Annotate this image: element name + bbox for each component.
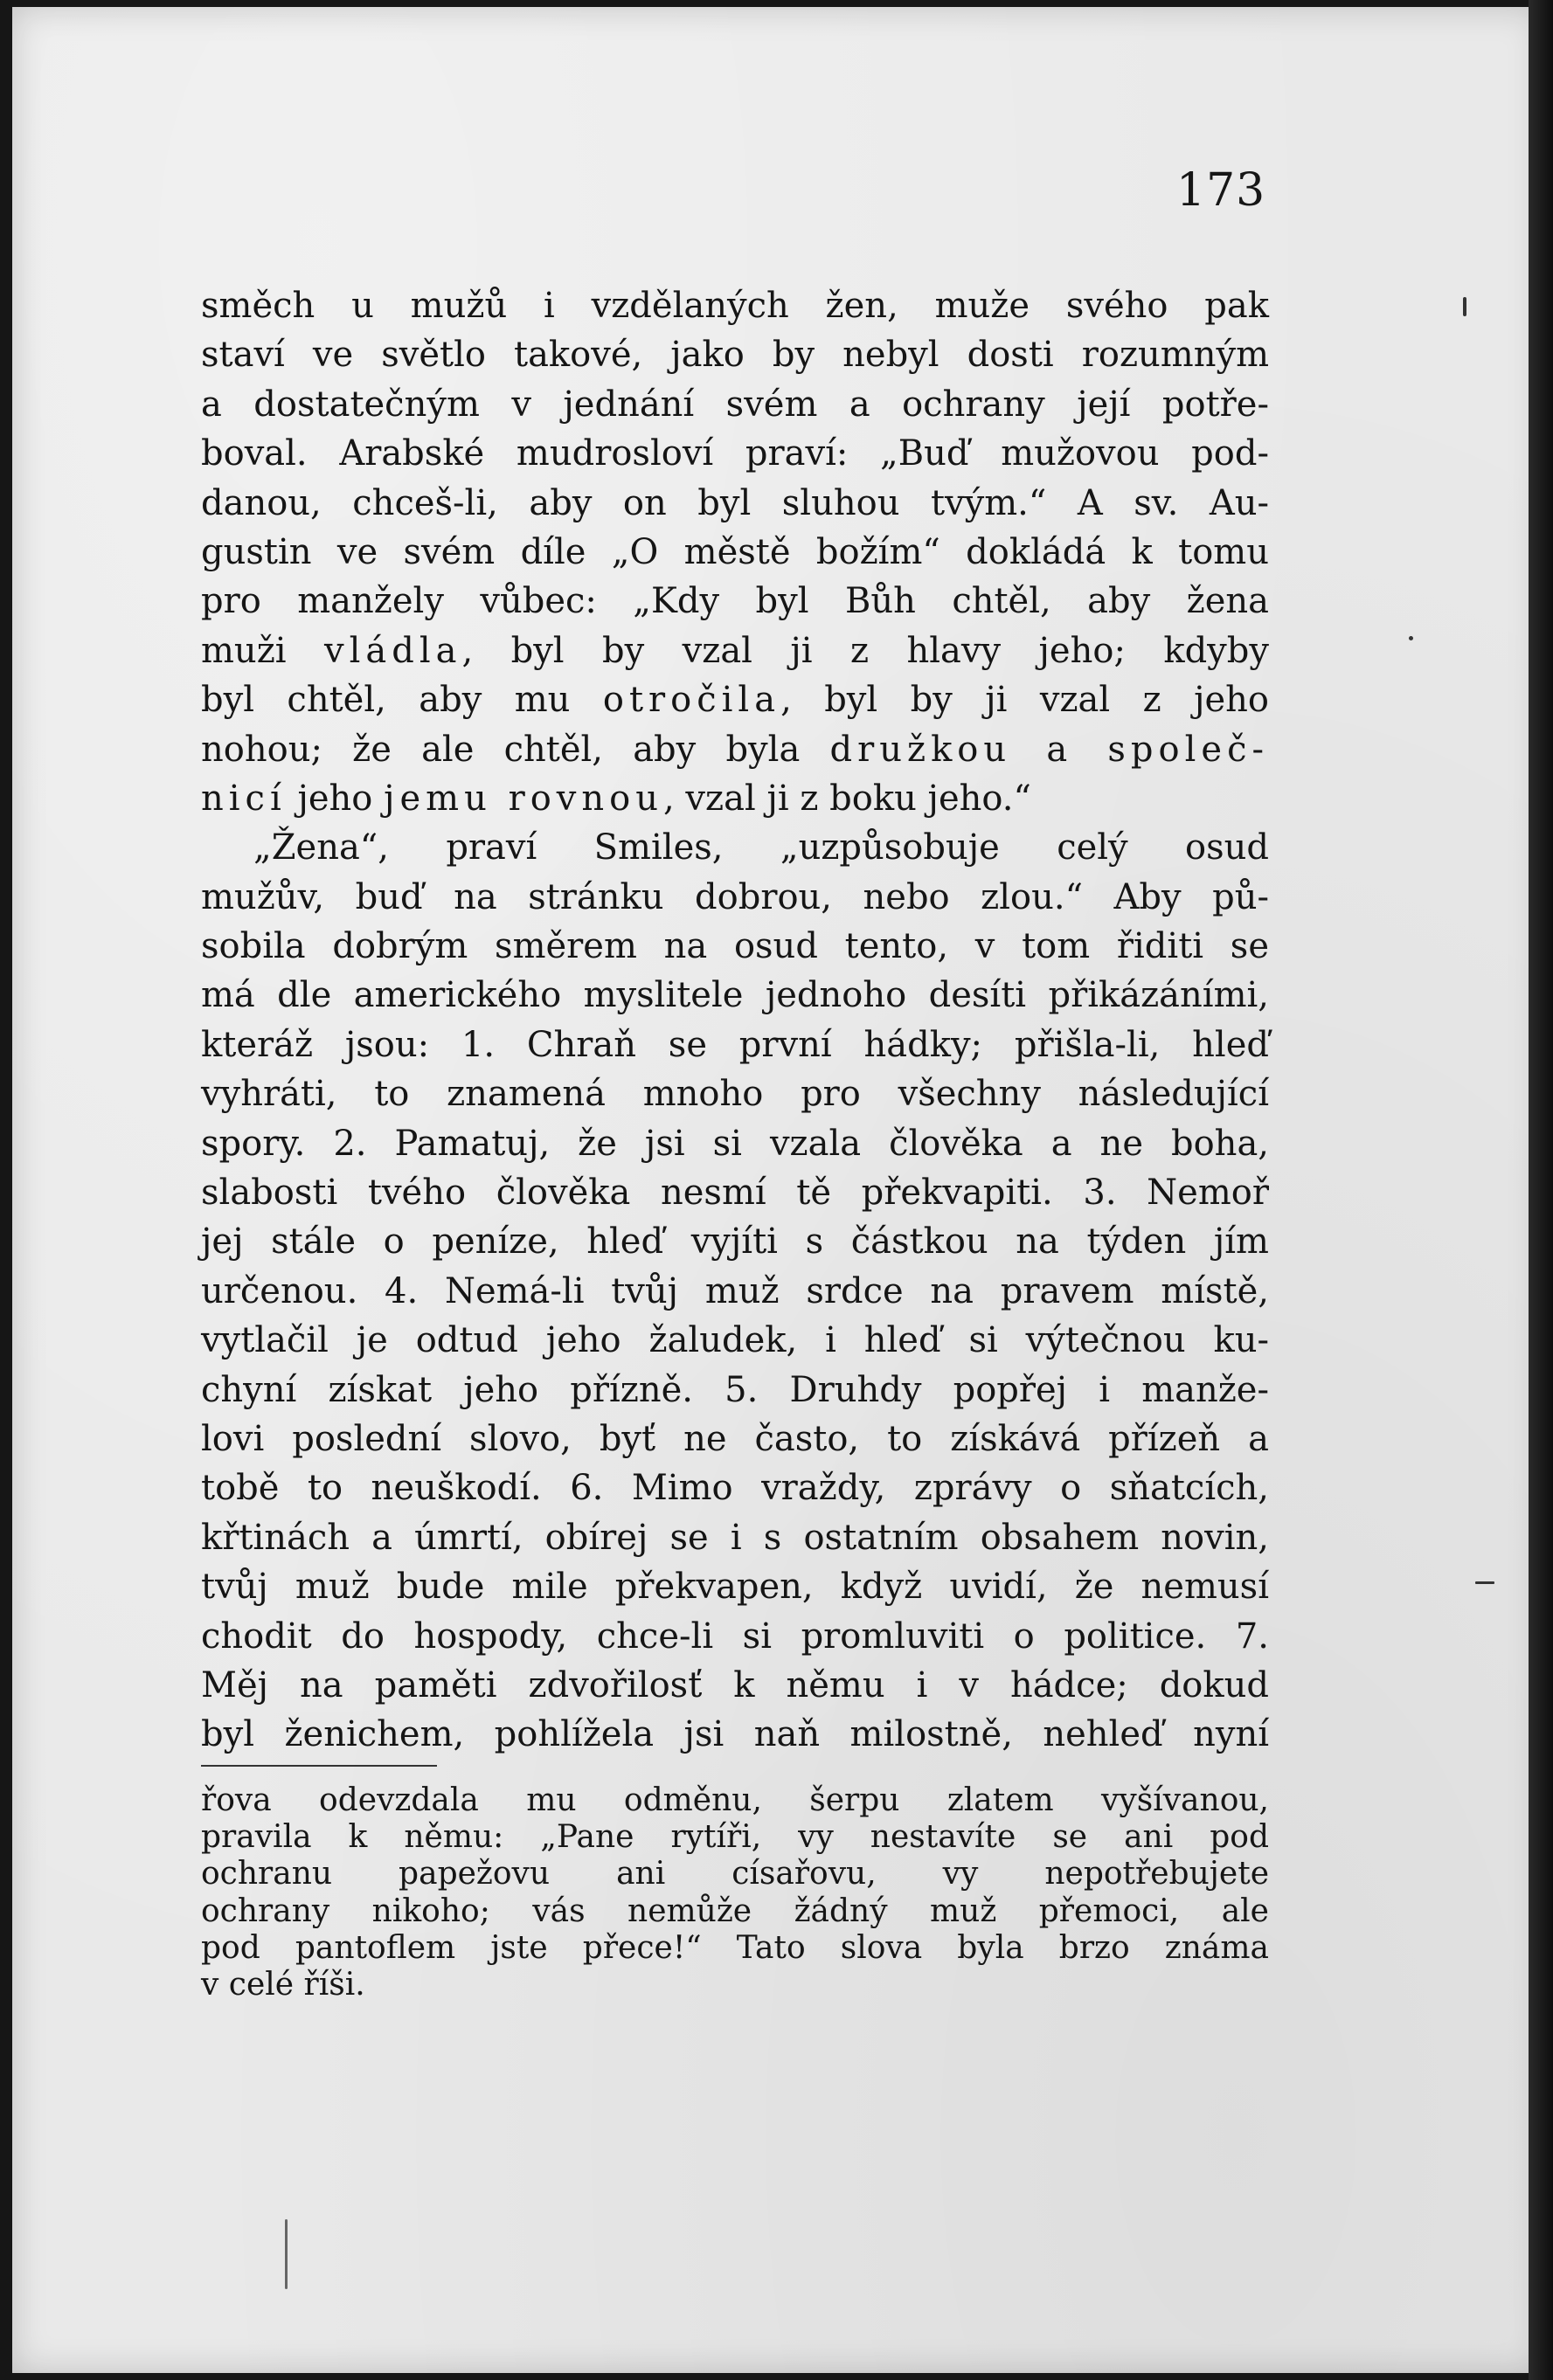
text-line: byl ženichem, pohlížela jsi naň milostně, nehleď nyní: [201, 1714, 1269, 1755]
text-line: Měj na paměti zdvořilosť k němu i v hádce; dokud: [201, 1664, 1269, 1705]
text-line: danou, chceš-li, aby on byl sluhou tvým.“ A sv. Au-: [201, 482, 1269, 523]
text-line: mužův, buď na stránku dobrou, nebo zlou.“ Aby pů-: [201, 876, 1269, 917]
footnote-line: ochranu papežovu ani císařovu, vy nepotřebujete: [201, 1856, 1269, 1892]
spaced-emphasis: otročila: [602, 680, 781, 721]
text-line: jej stále o peníze, hleď vyjíti s částkou na týden jím: [201, 1221, 1269, 1263]
text-line: tvůj muž bude mile překvapen, když uvidí, že nemusí: [201, 1567, 1269, 1608]
spaced-emphasis: družkou a společ-: [829, 729, 1269, 770]
text-line: [201, 774, 1269, 823]
text-line: tobě to neuškodí. 6. Mimo vraždy, zprávy o sňatcích,: [201, 1468, 1269, 1509]
spaced-emphasis: jemu rovnou: [384, 778, 663, 819]
body-text: [201, 281, 1269, 1760]
footnote-line: pravila k němu: „Pane rytíři, vy nestavíte se ani pod: [201, 1819, 1269, 1856]
text-line: „Žena“, praví Smiles, „uzpůsobuje celý osud: [253, 827, 1269, 868]
text-line: má dle amerického myslitele jednoho desíti přikázáními,: [201, 975, 1269, 1016]
text-line: chodit do hospody, chce-li si promluviti o politice. 7.: [201, 1615, 1269, 1657]
scan-speck: [1409, 636, 1413, 640]
text-line: vytlačil je odtud jeho žaludek, i hleď si výtečnou ku-: [201, 1320, 1269, 1361]
page-edge-shadow: [1529, 0, 1553, 2380]
text-line: kteráž jsou: 1. Chraň se první hádky; přišla-li, hleď: [201, 1024, 1269, 1065]
text-line: určenou. 4. Nemá-li tvůj muž srdce na pravem místě,: [201, 1270, 1269, 1311]
footnote-line: ochrany nikoho; vás nemůže žádný muž přemoci, ale: [201, 1892, 1269, 1929]
text-line: a dostatečným v jednání svém a ochrany její potře-: [201, 384, 1269, 425]
text-run: byl chtěl, aby mu: [201, 680, 603, 721]
spaced-emphasis: nicí: [201, 778, 287, 819]
footnote-rule: [201, 1765, 437, 1767]
spaced-emphasis: vládla: [323, 630, 462, 671]
text-line: spory. 2. Pamatuj, že jsi si vzala člověka a ne boha,: [201, 1123, 1269, 1164]
footnote-line: řova odevzdala mu odměnu, šerpu zlatem vyšívanou,: [201, 1782, 1269, 1818]
text-run: muži: [201, 630, 324, 671]
page-number: 173: [1176, 164, 1266, 217]
text-line: [201, 675, 1269, 724]
scan-speck: [1463, 297, 1466, 316]
footnote-line: pod pantoflem jste přece!“ Tato slova byla brzo známa: [201, 1929, 1269, 1966]
text-line: křtinách a úmrtí, obírej se i s ostatním obsahem novin,: [201, 1517, 1269, 1558]
text-line: pro manžely vůbec: „Kdy byl Bůh chtěl, aby žena: [201, 581, 1269, 622]
footnote-line: v celé říši.: [201, 1966, 365, 2003]
text-line: sobila dobrým směrem na osud tento, v tom řiditi se: [201, 926, 1269, 967]
text-line: [201, 626, 1269, 675]
text-line: směch u mužů i vzdělaných žen, muže svého pak: [201, 286, 1269, 326]
text-line: staví ve světlo takové, jako by nebyl dosti rozumným: [201, 335, 1269, 376]
scan-speck: [1475, 1581, 1494, 1584]
text-line: gustin ve svém díle „O městě božím“ dokládá k tomu: [201, 531, 1269, 572]
text-run: nohou; že ale chtěl, aby byla: [201, 729, 830, 770]
text-line: vyhráti, to znamená mnoho pro všechny následující: [201, 1074, 1269, 1115]
text-line: lovi poslední slovo, byť ne často, to získává přízeň a: [201, 1418, 1269, 1459]
text-run: jeho: [286, 778, 385, 819]
text-line: chyní získat jeho přízně. 5. Druhdy popřej i manže-: [201, 1369, 1269, 1410]
text-run: , vzal ji z boku jeho.“: [663, 778, 1031, 819]
text-run: , byl by ji vzal z jeho: [780, 680, 1270, 721]
footnote-text: [201, 1782, 1269, 2003]
text-run: , byl by vzal ji z hlavy jeho; kdyby: [461, 630, 1269, 671]
text-line: slabosti tvého člověka nesmí tě překvapiti. 3. Nemoř: [201, 1173, 1269, 1214]
text-line: boval. Arabské mudrosloví praví: „Buď mužovou pod-: [201, 433, 1269, 474]
text-line: [201, 725, 1269, 774]
scan-speck: [285, 2219, 288, 2289]
